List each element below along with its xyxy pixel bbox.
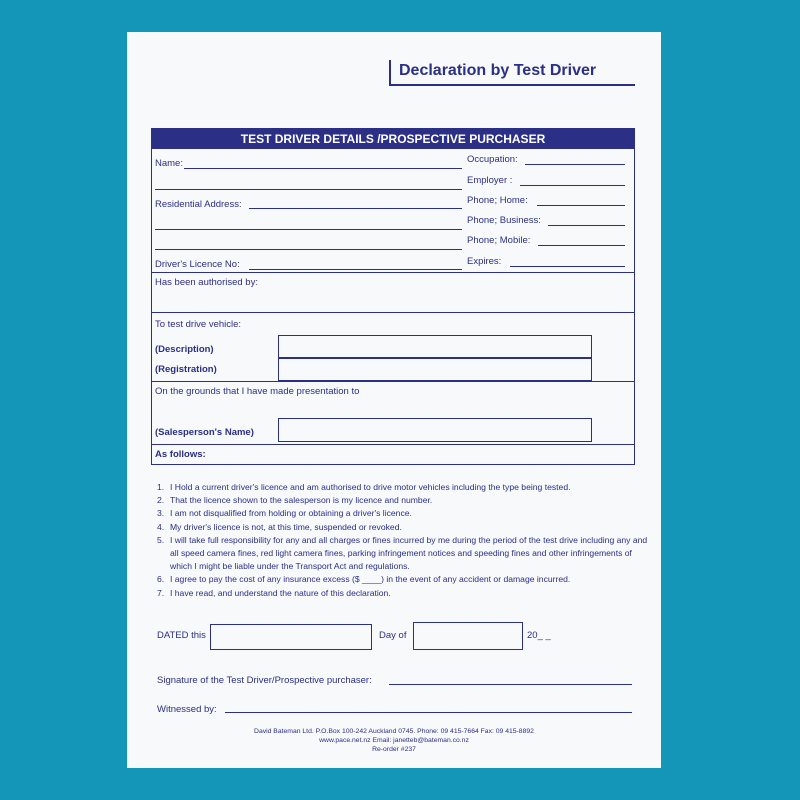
registration-label: (Registration) bbox=[155, 364, 217, 375]
registration-field[interactable] bbox=[278, 357, 592, 381]
term-text: I have read, and understand the nature of this declaration. bbox=[170, 587, 391, 598]
salesperson-name-field[interactable] bbox=[278, 418, 592, 442]
dated-label: DATED this bbox=[157, 630, 206, 641]
term-number: 4. bbox=[157, 521, 165, 532]
as-follows-label: As follows: bbox=[155, 449, 206, 460]
list-item bbox=[157, 481, 652, 494]
residential-address-label: Residential Address: bbox=[155, 199, 242, 210]
test-drive-vehicle-label: To test drive vehicle: bbox=[155, 319, 242, 330]
list-item bbox=[157, 494, 652, 507]
residential-address-line-2[interactable] bbox=[155, 229, 462, 230]
divider bbox=[152, 272, 634, 273]
expires-field[interactable] bbox=[510, 266, 625, 267]
phone-mobile-field[interactable] bbox=[538, 245, 625, 246]
declaration-terms-list bbox=[157, 481, 652, 600]
term-text: That the licence shown to the salesperson is my licence and number. bbox=[170, 495, 433, 506]
dated-field[interactable] bbox=[210, 624, 372, 650]
signature-label: Signature of the Test Driver/Prospective purchaser: bbox=[157, 675, 372, 686]
year-label: 20_ _ bbox=[527, 630, 551, 641]
divider bbox=[152, 444, 634, 445]
licence-no-field[interactable] bbox=[249, 269, 462, 270]
grounds-label: On the grounds that I have made presentation to bbox=[155, 386, 360, 397]
term-number: 5. bbox=[157, 534, 165, 545]
employer-field[interactable] bbox=[520, 185, 625, 186]
term-number: 6. bbox=[157, 574, 165, 585]
footer-reorder: Re-order #237 bbox=[372, 746, 416, 753]
employer-label: Employer : bbox=[467, 175, 513, 186]
list-item bbox=[157, 521, 652, 534]
licence-no-label: Driver's Licence No: bbox=[155, 259, 240, 270]
expires-label: Expires: bbox=[467, 256, 502, 267]
list-item bbox=[157, 573, 652, 586]
day-of-label: Day of bbox=[379, 630, 407, 641]
test-driver-details-section bbox=[151, 128, 635, 465]
witnessed-by-label: Witnessed by: bbox=[157, 704, 217, 715]
form-title: Declaration by Test Driver bbox=[399, 62, 597, 79]
term-text: My driver's licence is not, at this time, suspended or revoked. bbox=[170, 521, 402, 532]
description-field[interactable] bbox=[278, 335, 592, 359]
phone-home-field[interactable] bbox=[537, 205, 625, 206]
divider bbox=[152, 381, 634, 382]
witnessed-by-field[interactable] bbox=[225, 712, 632, 713]
term-number: 7. bbox=[157, 587, 165, 598]
footer-address: David Bateman Ltd. P.O.Box 100-242 Auckland 0745. Phone: 09 415-7664 Fax: 09 415-8892 bbox=[254, 728, 534, 735]
name-label: Name: bbox=[155, 158, 183, 169]
term-text: I am not disqualified from holding or obtaining a driver's licence. bbox=[170, 508, 412, 519]
list-item bbox=[157, 507, 652, 520]
term-text: I will take full responsibility for any and all charges or fines incurred by me during the period of the test drive including any and all speed camera fines, red light camera fines, parking infringement notices and speeding fines and other infringements of which I might be liable under the Transport Act and regulations. bbox=[170, 534, 648, 572]
authorised-by-label: Has been authorised by: bbox=[155, 277, 258, 288]
list-item bbox=[157, 587, 652, 600]
name-field-line-2[interactable] bbox=[155, 189, 462, 190]
phone-business-field[interactable] bbox=[548, 225, 625, 226]
footer-contact: www.pace.net.nz Email: janetteb@bateman.co.nz bbox=[319, 737, 469, 744]
signature-field[interactable] bbox=[389, 684, 632, 685]
residential-address-field[interactable] bbox=[249, 208, 462, 209]
residential-address-line-3[interactable] bbox=[155, 249, 462, 250]
salesperson-name-label: (Salesperson's Name) bbox=[155, 427, 254, 438]
divider bbox=[152, 312, 634, 313]
phone-mobile-label: Phone; Mobile: bbox=[467, 235, 531, 246]
phone-home-label: Phone; Home: bbox=[467, 195, 528, 206]
occupation-label: Occupation: bbox=[467, 154, 518, 165]
term-number: 2. bbox=[157, 495, 165, 506]
description-label: (Description) bbox=[155, 344, 214, 355]
phone-business-label: Phone; Business: bbox=[467, 215, 541, 226]
declaration-form-sheet bbox=[127, 32, 661, 768]
form-title-frame bbox=[389, 60, 635, 86]
section-header: TEST DRIVER DETAILS /PROSPECTIVE PURCHASER bbox=[152, 129, 634, 149]
day-of-field[interactable] bbox=[413, 622, 523, 650]
list-item bbox=[157, 534, 652, 574]
term-text: I Hold a current driver's licence and am authorised to drive motor vehicles including the type being tested. bbox=[170, 482, 571, 492]
occupation-field[interactable] bbox=[525, 164, 625, 165]
term-text: I agree to pay the cost of any insurance excess ($ ____) in the event of any accident or damage incurred. bbox=[170, 574, 571, 585]
name-field[interactable] bbox=[184, 168, 462, 169]
term-number: 3. bbox=[157, 508, 165, 519]
term-number: 1. bbox=[157, 482, 165, 492]
